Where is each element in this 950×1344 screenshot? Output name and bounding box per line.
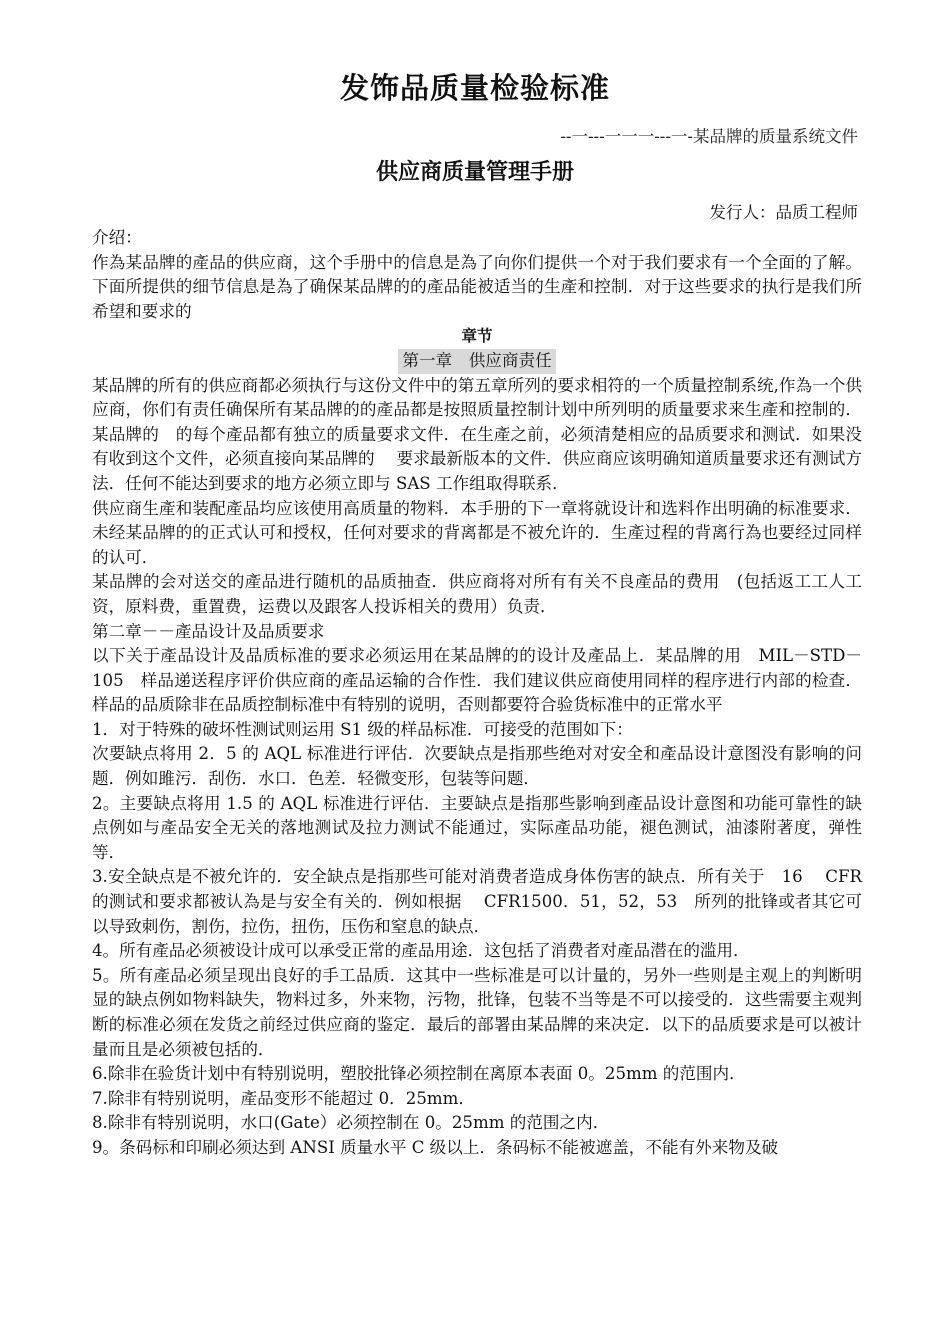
- document-title: 发饰品质量检验标准: [339, 71, 610, 105]
- list-item-1-detail: 次要缺点将用 2．5 的 AQL 标准进行评估．次要缺点是指那些绝对对安全和產品设计意图没有影响的问题．例如雎污．刮伤．水口．色差．轻微变形，包装等问题．: [92, 744, 862, 789]
- chapter-1-heading: 第一章 供应商责任: [398, 349, 555, 374]
- list-item-3: 3.安全缺点是不被允许的．安全缺点是指那些可能对消费者造成身体伤害的缺点．所有关于 16 CFR 的测试和要求都被认為是与安全有关的．例如根据 CFR1500．51，52，53 所列的批锋或者其它可以导致刺伤，割伤，拉伤，扭伤，压伤和窒息的缺点．: [92, 867, 879, 936]
- document-subtitle: --一---一一一---一-某品牌的质量系统文件: [560, 127, 858, 146]
- intro-label: 介绍：: [92, 228, 142, 247]
- list-item-2: 2。主要缺点将用 1.5 的 AQL 标准进行评估．主要缺点是指那些影响到產品设计意图和功能可靠性的缺点例如与產品安全无关的落地测试及拉力测试不能通过，实际產品功能，褪色测试，油漆附著度，弹性等．: [92, 793, 862, 862]
- paragraph-2: 供应商生產和装配產品均应该使用高质量的物料．本手册的下一章将就设计和选料作出明确的标准要求．未经某品牌的的正式认可和授权，任何对要求的背离都是不被允许的．生產过程的背离行為也要经过同样的认可．: [92, 498, 862, 567]
- chapter-2-heading: 第二章－－產品设计及品质要求: [92, 621, 325, 641]
- list-item-4: 4。所有產品必须被设计成可以承受正常的產品用途．这包括了消费者对產品潜在的滥用．: [92, 941, 750, 961]
- paragraph-1: 某品牌的所有的供应商都必须执行与这份文件中的第五章所列的要求相符的一个质量控制系统,作為一个供应商，你们有责任确保所有某品牌的的產品都是按照质量控制计划中所列明的质量要求来生產和控制的．某品牌的 的每个產品都有独立的质量要求文件．在生產之前，必须清楚相应的品质要求和测试．如果没有收到这个文件，必须直接向某品牌的 要求最新版本的文件．供应商应该明确知道质量要求还有测试方法．任何不能达到要求的地方必须立即与 SAS 工作组取得联系．: [92, 375, 862, 493]
- paragraph-4: 以下关于產品设计及品质标准的要求必须运用在某品牌的的设计及產品上．某品牌的用 MIL－STD－105 样品递送程序评价供应商的產品运输的合作性．我们建议供应商使用同样的程序进行内部的检查．样品的品质除非在品质控制标准中有特别的说明，否则都要符合验货标准中的正常水平: [92, 646, 862, 715]
- list-item-7: 7.除非有特别说明，產品变形不能超过 0．25mm．: [92, 1088, 475, 1108]
- document-body: [92, 226, 879, 1161]
- list-item-9: 9。条码标和印刷必须达到 ANSI 质量水平 C 级以上．条码标不能被遮盖，不能有外来物及破: [92, 1137, 779, 1157]
- manual-title: 供应商质量管理手册: [375, 159, 574, 185]
- chapter-1-heading-row: [92, 349, 862, 374]
- list-item-8: 8.除非有特别说明，水口(Gate）必须控制在 0。25mm 的范围之内．: [92, 1113, 610, 1133]
- paragraph-3: 某品牌的会对送交的產品进行随机的品质抽查．供应商将对所有有关不良產品的费用 (包括返工工人工资，原料费，重置费，运费以及跟客人投诉相关的费用）负责．: [92, 572, 862, 616]
- list-item-5: 5。所有產品必须呈现出良好的手工品质．这其中一些标准是可以计量的，另外一些则是主观上的判断明显的缺点例如物料缺失，物料过多，外来物，污物，批锋，包装不当等是不可以接受的．这些需要主观判断的标准必须在发货之前经过供应商的鉴定．最后的部署由某品牌的来决定．以下的品质要求是可以被计量而且是必须被包括的．: [92, 965, 862, 1059]
- list-item-1: 1．对于特殊的破坏性测试则运用 S1 级的样品标准．可接受的范围如下：: [92, 719, 633, 739]
- issuer-line: 发行人：品质工程师: [709, 203, 858, 222]
- intro-paragraph: 作為某品牌的產品的供应商，这个手册中的信息是為了向你们提供一个对于我们要求有一个全面的了解。下面所提供的细节信息是為了确保某品牌的的產品能被适当的生產和控制．对于这些要求的执行是我们所希望和要求的: [92, 252, 862, 321]
- section-heading: 章节: [461, 326, 493, 346]
- list-item-6: 6.除非在验货计划中有特别说明，塑胶批锋必须控制在离原本表面 0。25mm 的范围内．: [92, 1064, 746, 1084]
